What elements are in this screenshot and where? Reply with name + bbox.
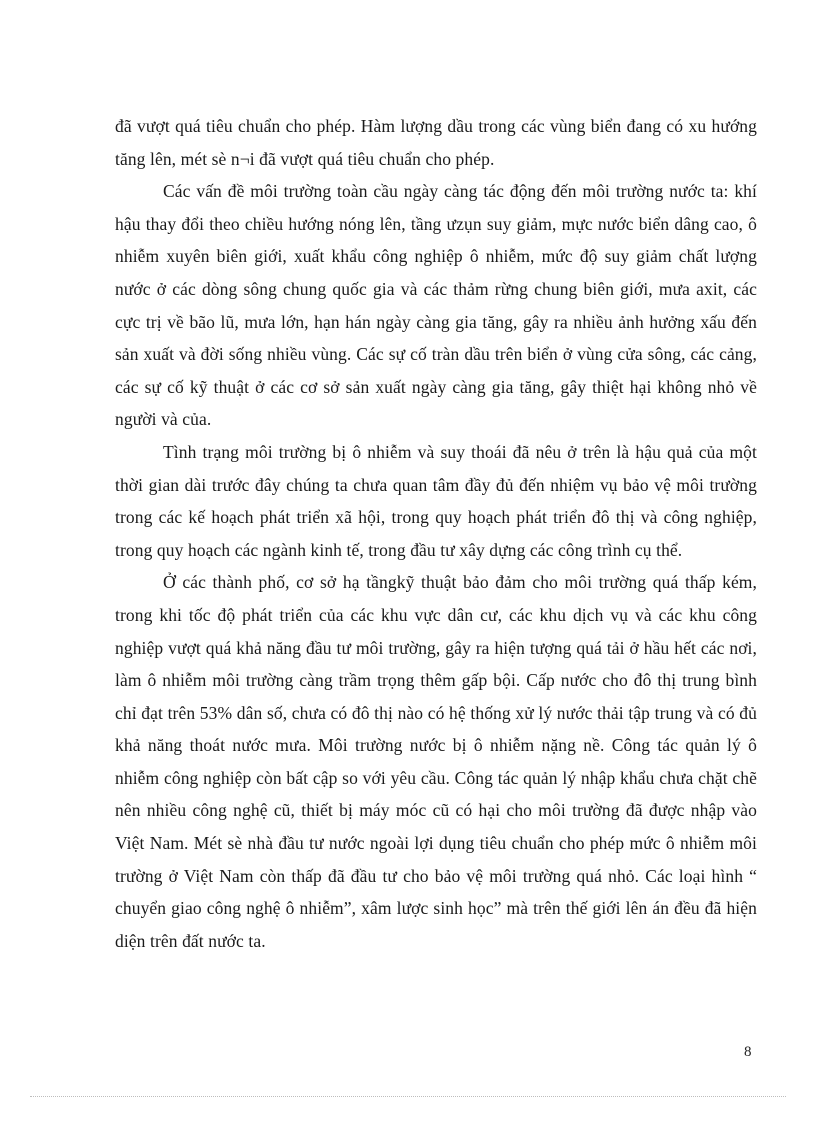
- paragraph-1-continuation: đã vượt quá tiêu chuẩn cho phép. Hàm lượng dầu trong các vùng biển đang có xu hướng tăng lên, mét sè n¬i đã vượt quá tiêu chuẩn cho phép.: [115, 116, 757, 169]
- paragraph-4: Ở các thành phố, cơ sở hạ tầngkỹ thuật bảo đảm cho môi trường quá thấp kém, trong khi tốc độ phát triển của các khu vực dân cư, các khu dịch vụ và các khu công nghiệp vượt quá khả năng đầu tư môi trường, gây ra hiện tượng quá tải ở hầu hết các nơi, làm ô nhiễm môi trường càng trầm trọng thêm gấp bội. Cấp nước cho đô thị trung bình chỉ đạt trên 53% dân số, chưa có đô thị nào có hệ thống xử lý nước thải tập trung và có đủ khả năng thoát nước mưa. Môi trường nước bị ô nhiễm nặng nề. Công tác quản lý ô nhiễm công nghiệp còn bất cập so với yêu cầu. Công tác quản lý nhập khẩu chưa chặt chẽ nên nhiều công nghệ cũ, thiết bị máy móc cũ có hại cho môi trường đã được nhập vào Việt Nam. Mét sè nhà đầu tư nước ngoài lợi dụng tiêu chuẩn cho phép mức ô nhiễm môi trường ở Việt Nam còn thấp đã đầu tư cho bảo vệ môi trường quá nhỏ. Các loại hình “ chuyển giao công nghệ ô nhiễm”, xâm lược sinh học” mà trên thế giới lên án đều đã hiện diện trên đất nước ta.: [115, 572, 757, 951]
- paragraph-2: Các vấn đề môi trường toàn cầu ngày càng tác động đến môi trường nước ta: khí hậu thay đổi theo chiều hướng nóng lên, tầng ưzụn suy giảm, mực nước biển dâng cao, ô nhiễm xuyên biên giới, xuất khẩu công nghiệp ô nhiễm, mức độ suy giảm chất lượng nước ở các dòng sông chung quốc gia và các thảm rừng chung biên giới, mưa axit, các cực trị về bão lũ, mưa lớn, hạn hán ngày càng gia tăng, gây ra nhiều ảnh hưởng xấu đến sản xuất và đời sống nhiều vùng. Các sự cố tràn dầu trên biển ở vùng cửa sông, các cảng, các sự cố kỹ thuật ở các cơ sở sản xuất ngày càng gia tăng, gây thiệt hại không nhỏ về người và của.: [115, 181, 757, 430]
- body-text: [115, 110, 757, 957]
- page-number: 8: [744, 1044, 752, 1060]
- page-bottom-rule: [30, 1096, 786, 1097]
- paragraph-3: Tình trạng môi trường bị ô nhiễm và suy thoái đã nêu ở trên là hậu quả của một thời gian dài trước đây chúng ta chưa quan tâm đầy đủ đến nhiệm vụ bảo vệ môi trường trong các kế hoạch phát triển xã hội, trong quy hoạch phát triển đô thị và công nghiệp, trong quy hoạch các ngành kinh tế, trong đầu tư xây dựng các công trình cụ thể.: [115, 441, 757, 560]
